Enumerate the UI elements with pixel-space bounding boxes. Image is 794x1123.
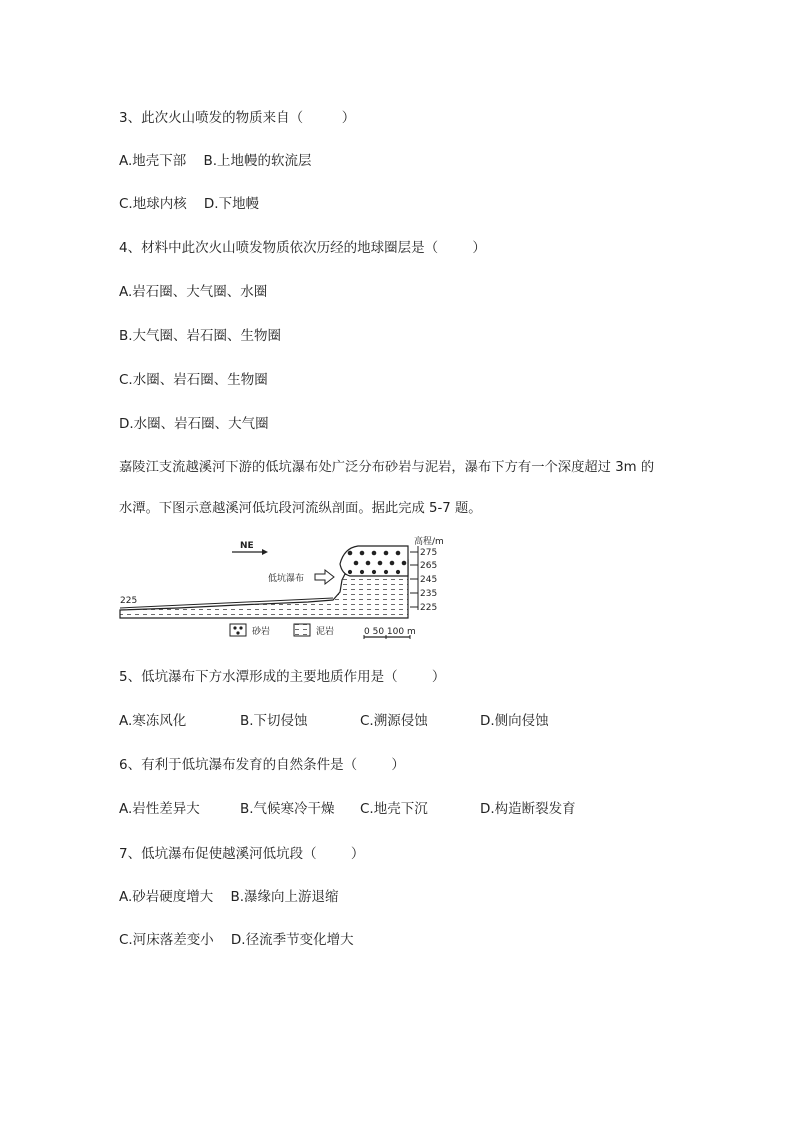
q4-option-d: D.水圈、岩石圈、大气圈 — [119, 416, 269, 432]
q6-option-c: C.地壳下沉 — [360, 801, 428, 817]
mudstone-legend-label: 泥岩 — [316, 627, 335, 637]
material-text-line2: 水潭。下图示意越溪河低坑段河流纵剖面。据此完成 5-7 题。 — [119, 501, 482, 516]
elevation-tick-275: 275 — [420, 548, 438, 558]
elevation-axis-title: 高程/m — [414, 537, 444, 547]
q5-option-a: A.寒冻风化 — [119, 713, 187, 729]
q4-option-a: A.岩石圈、大气圈、水圈 — [119, 284, 268, 300]
q5-option-d: D.侧向侵蚀 — [480, 713, 549, 729]
q7-options-ab: A.砂岩硬度增大 B.瀑缘向上游退缩 — [119, 889, 339, 905]
q5-option-b: B.下切侵蚀 — [240, 713, 308, 729]
q6-option-b: B.气候寒冷干燥 — [240, 801, 335, 817]
q3-options-ab: A.地壳下部 B.上地幔的软流层 — [119, 153, 312, 169]
direction-label: NE — [240, 541, 254, 551]
elevation-tick-225: 225 — [420, 603, 438, 613]
q3-stem: 3、此次火山喷发的物质来自（ ） — [119, 110, 356, 126]
q6-stem: 6、有利于低坑瀑布发育的自然条件是（ ） — [119, 757, 405, 773]
elevation-tick-235: 235 — [420, 589, 438, 599]
q5-stem: 5、低坑瀑布下方水潭形成的主要地质作用是（ ） — [119, 669, 446, 685]
q4-stem: 4、材料中此次火山喷发物质依次历经的地球圈层是（ ） — [119, 240, 486, 256]
direction-arrowhead — [262, 549, 268, 555]
q7-stem: 7、低坑瀑布促使越溪河低坑段（ ） — [119, 846, 365, 862]
mudstone-legend-swatch — [294, 624, 310, 636]
q4-option-b: B.大气圈、岩石圈、生物圈 — [119, 328, 282, 344]
left-elevation-label: 225 — [120, 596, 138, 606]
sandstone-legend-label: 砂岩 — [252, 627, 271, 637]
elevation-tick-245: 245 — [420, 575, 438, 585]
legend — [230, 624, 416, 639]
q5-option-c: C.溯源侵蚀 — [360, 713, 428, 729]
waterfall-label: 低坑瀑布 — [268, 574, 305, 584]
material-text-line1: 嘉陵江支流越溪河下游的低坑瀑布处广泛分布砂岩与泥岩，瀑布下方有一个深度超过 3m 的 — [119, 460, 655, 475]
q3-options-cd: C.地球内核 D.下地幔 — [119, 196, 260, 212]
q6-option-a: A.岩性差异大 — [119, 801, 200, 817]
waterfall-arrow-icon — [315, 570, 334, 584]
river-profile-figure — [118, 532, 448, 644]
elevation-tick-265: 265 — [420, 561, 438, 571]
scale-bar-label: 0 50 100 m — [364, 627, 416, 637]
q6-option-d: D.构造断裂发育 — [480, 801, 576, 817]
q7-options-cd: C.河床落差变小 D.径流季节变化增大 — [119, 932, 354, 948]
q4-option-c: C.水圈、岩石圈、生物圈 — [119, 372, 268, 388]
